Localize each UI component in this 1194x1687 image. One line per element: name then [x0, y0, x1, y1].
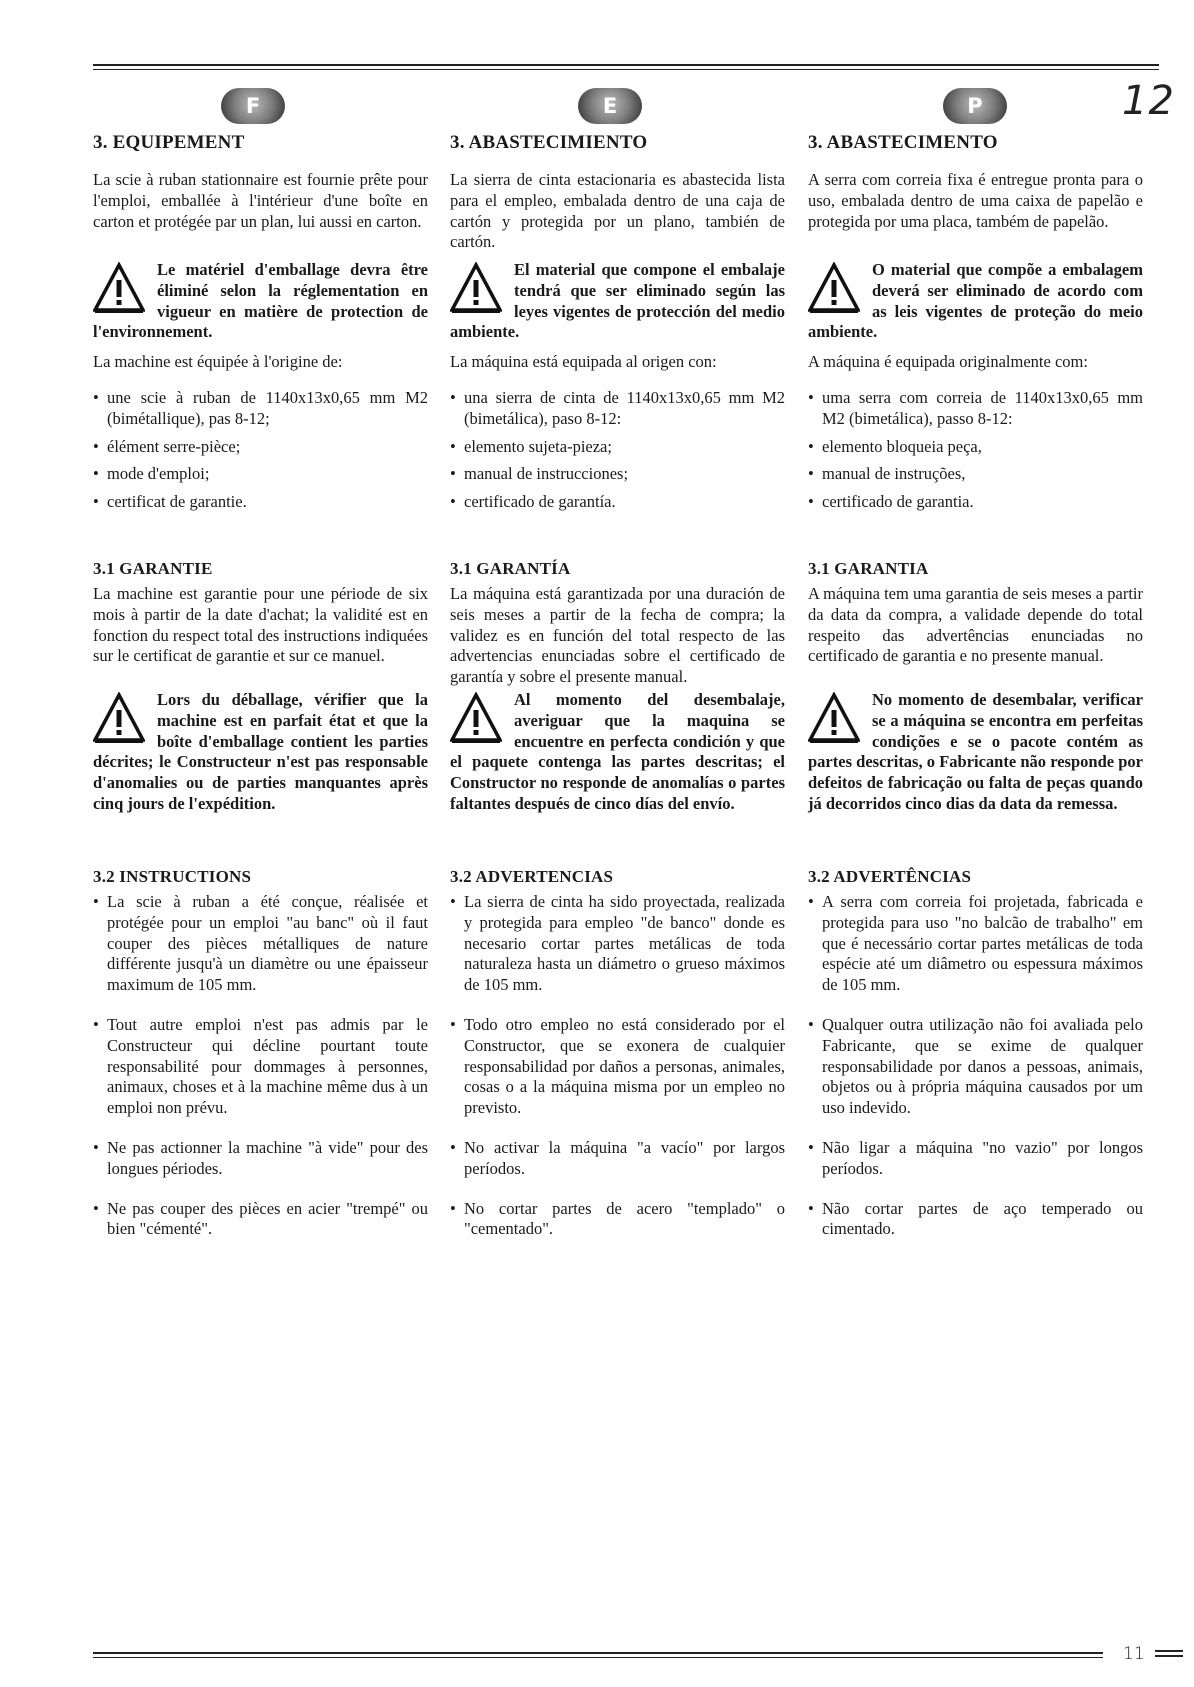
- warning-triangle-icon: [808, 262, 860, 314]
- list-item: • certificado de garantia.: [808, 492, 1143, 513]
- list-item: • La scie à ruban a été conçue, réalisée et protégée pour un emploi "au banc" où il faut couper des pièces métalliques de nature différente jusqu'à un diamètre ou une épaisseur maximum de 105 mm.: [93, 892, 428, 996]
- list-item: • mode d'emploi;: [93, 464, 428, 485]
- list-item: • Qualquer outra utilização não foi avaliada pelo Fabricante, que se exime de qualquer responsabilidade por danos a pessoas, animais, objetos ou à própria máquina causados por um uso indevido.: [808, 1015, 1143, 1119]
- equipment-intro: La machine est équipée à l'origine de:: [93, 352, 343, 371]
- guarantee-section: [450, 558, 785, 688]
- equipment-list: [450, 388, 785, 520]
- equipment-intro: A máquina é equipada originalmente com:: [808, 352, 1088, 371]
- list-item: • Ne pas actionner la machine "à vide" pour des longues périodes.: [93, 1138, 428, 1180]
- equipment-list: [93, 388, 428, 520]
- intro-paragraph: A serra com correia fixa é entregue pronta para o uso, embalada dentro de uma caixa de papelão e protegida por uma placa, também de papelão.: [808, 170, 1143, 231]
- section-heading: 3. EQUIPEMENT: [93, 132, 245, 153]
- instructions-list: [93, 892, 428, 1240]
- footer-end-mark: [1155, 1650, 1183, 1658]
- list-item: • A serra com correia foi projetada, fabricada e protegida para uso "no balcão de trabalho" em que é necessário cortar partes metálicas de toda espécie até um diâmetro ou espessura máximos de 105 mm.: [808, 892, 1143, 996]
- intro-paragraph: La sierra de cinta estacionaria es abastecida lista para el empleo, embalada dentro de una caja de cartón y protegida por un plano, también de cartón.: [450, 170, 785, 252]
- instructions-list: [808, 892, 1143, 1240]
- packaging-warning: El material que compone el embalaje tendrá que ser eliminado según las leyes vigentes de protección del medio ambiente.: [450, 260, 785, 342]
- language-badge-e: E: [578, 88, 642, 124]
- guarantee-heading: 3.1 GARANTIA: [808, 559, 929, 578]
- section-heading: 3. ABASTECIMIENTO: [450, 132, 648, 153]
- footer-rule: [93, 1657, 1103, 1658]
- instructions-heading: 3.2 ADVERTENCIAS: [450, 867, 614, 886]
- guarantee-text: La máquina está garantizada por una duración de seis meses a partir de la fecha de compra; la validez es en función del total respecto de las advertencias enunciadas sobre el certificado de garantía y sobre el presente manual.: [450, 584, 785, 687]
- list-item: • Ne pas couper des pièces en acier "trempé" ou bien "cémenté".: [93, 1199, 428, 1241]
- warning-triangle-icon: [808, 692, 860, 744]
- list-item: • manual de instruções,: [808, 464, 1143, 485]
- language-badge-f: F: [221, 88, 285, 124]
- handwritten-page-mark: 12: [1122, 78, 1175, 124]
- warning-triangle-icon: [450, 692, 502, 744]
- list-item: • manual de instrucciones;: [450, 464, 785, 485]
- guarantee-heading: 3.1 GARANTIE: [93, 559, 213, 578]
- list-item: • Não cortar partes de aço temperado ou cimentado.: [808, 1199, 1143, 1241]
- unpacking-warning: Lors du déballage, vérifier que la machine est en parfait état et que la boîte d'emballage contient les parties décrites; le Constructeur n'est pas responsable d'anomalies ou de parties manquantes après cinq jours de l'expédition.: [93, 690, 428, 813]
- unpacking-warning: No momento de desembalar, verificar se a máquina se encontra em perfeitas condições e se o pacote contém as partes descritas, o Fabricante não responde por defeitos de fabricação ou falta de peças quando já decorridos cinco dias da data da remessa.: [808, 690, 1143, 813]
- instructions-heading: 3.2 INSTRUCTIONS: [93, 867, 252, 886]
- guarantee-text: A máquina tem uma garantia de seis meses a partir da data da compra, a validade depende do total respeito das advertências enunciadas no certificado de garantia e no presente manual.: [808, 584, 1143, 666]
- packaging-warning: Le matériel d'emballage devra être éliminé selon la réglementation en vigueur en matière de protection de l'environnement.: [93, 260, 428, 342]
- list-item: • uma serra com correia de 1140x13x0,65 mm M2 (bimetálica), passo 8-12:: [808, 388, 1143, 430]
- warning-triangle-icon: [450, 262, 502, 314]
- page-number: 11: [1123, 1644, 1145, 1664]
- guarantee-section: [93, 558, 428, 667]
- footer-rule: [93, 1652, 1103, 1654]
- column-portuguese: [808, 88, 1143, 1239]
- instructions-section: [450, 866, 785, 1259]
- language-badge-p: P: [943, 88, 1007, 124]
- warning-triangle-icon: [93, 262, 145, 314]
- equipment-intro: La máquina está equipada al origen con:: [450, 352, 717, 371]
- list-item: • elemento sujeta-pieza;: [450, 437, 785, 458]
- intro-paragraph: La scie à ruban stationnaire est fournie prête pour l'emploi, emballée à l'intérieur d'une boîte en carton et protégée par un plan, lui aussi en carton.: [93, 170, 428, 231]
- list-item: • Não ligar a máquina "no vazio" por longos períodos.: [808, 1138, 1143, 1180]
- page-footer: [93, 1644, 1159, 1664]
- list-item: • No cortar partes de acero "templado" o "cementado".: [450, 1199, 785, 1241]
- guarantee-heading: 3.1 GARANTÍA: [450, 559, 571, 578]
- unpacking-warning: Al momento del desembalaje, averiguar que la maquina se encuentre en perfecta condición y que el paquete contenga las partes descritas; el Constructor no responde de anomalías o partes faltantes después de cinco días del envío.: [450, 690, 785, 813]
- list-item: • elemento bloqueia peça,: [808, 437, 1143, 458]
- equipment-list: [808, 388, 1143, 520]
- list-item: • una sierra de cinta de 1140x13x0,65 mm M2 (bimetálica), paso 8-12:: [450, 388, 785, 430]
- list-item: • La sierra de cinta ha sido proyectada, realizada y protegida para empleo "de banco" donde es necesario cortar partes metálicas de toda naturaleza hasta un diámetro o grueso máximos de 105 mm.: [450, 892, 785, 996]
- guarantee-section: [808, 558, 1143, 667]
- list-item: • certificat de garantie.: [93, 492, 428, 513]
- list-item: • une scie à ruban de 1140x13x0,65 mm M2 (bimétallique), pas 8-12;: [93, 388, 428, 430]
- column-french: [93, 88, 428, 1239]
- instructions-heading: 3.2 ADVERTÊNCIAS: [808, 867, 972, 886]
- guarantee-text: La machine est garantie pour une période de six mois à partir de la date d'achat; la validité est en fonction du respect total des instructions indiquées sur le certificat de garantie et sur ce manuel.: [93, 584, 428, 666]
- section-heading: 3. ABASTECIMENTO: [808, 132, 998, 153]
- packaging-warning: O material que compõe a embalagem deverá ser eliminado de acordo com as leis vigentes de proteção do meio ambiente.: [808, 260, 1143, 342]
- list-item: • Todo otro empleo no está considerado por el Constructor, que se exonera de cualquier responsabilidad por daños a personas, animales, cosas o a la máquina misma por un empleo no previsto.: [450, 1015, 785, 1119]
- instructions-section: [93, 866, 428, 1259]
- list-item: • certificado de garantía.: [450, 492, 785, 513]
- instructions-list: [450, 892, 785, 1240]
- instructions-section: [808, 866, 1143, 1259]
- top-double-rule: [93, 64, 1159, 71]
- list-item: • Tout autre emploi n'est pas admis par le Constructeur qui décline pourtant toute responsabilité pour dommages à personnes, animaux, choses et à la machine même dus à un emploi non prévu.: [93, 1015, 428, 1119]
- column-spanish: [450, 88, 785, 1239]
- warning-triangle-icon: [93, 692, 145, 744]
- list-item: • élément serre-pièce;: [93, 437, 428, 458]
- list-item: • No activar la máquina "a vacío" por largos períodos.: [450, 1138, 785, 1180]
